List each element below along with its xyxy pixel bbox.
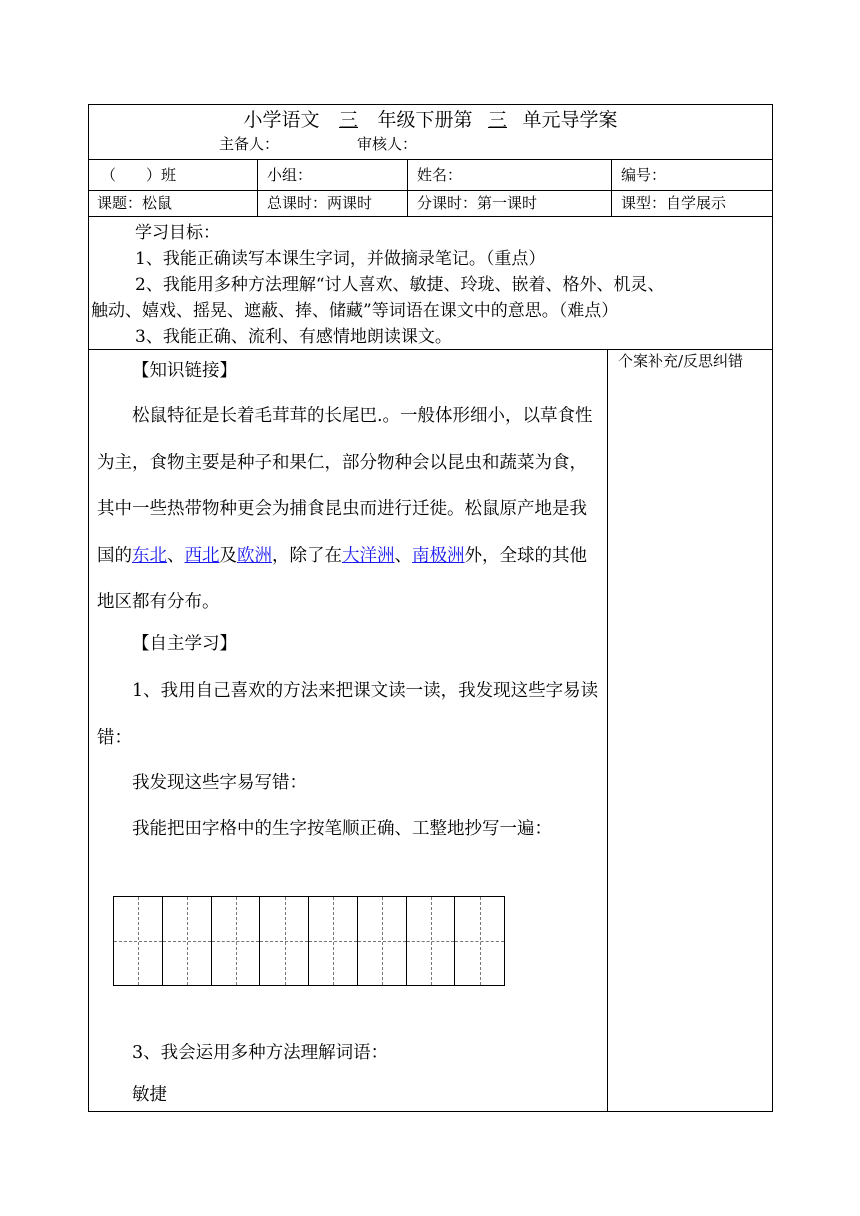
- separator: 及: [219, 545, 237, 566]
- goals-heading: 学习目标：: [135, 223, 220, 243]
- self-study-item: 3、我会运用多种方法理解词语：: [132, 1043, 389, 1063]
- knowledge-paragraph: [97, 393, 603, 626]
- self-study-item: 我发现这些字易写错：: [132, 773, 307, 793]
- knowledge-text: 松鼠特征是长着毛茸茸的长尾巴.。一般体形细小，以草食性为主，食物主要是种子和果仁，部分物种会以昆虫和蔬菜为食，其中一些热带物种更会为捕食昆虫而进行迁徙。松鼠原产地是我国的: [97, 406, 593, 566]
- tianzige-cell: [260, 897, 309, 985]
- title-unit: 三: [487, 109, 507, 131]
- preparer-reviewer: [219, 134, 417, 154]
- link-xibei[interactable]: 西北: [184, 545, 220, 566]
- tianzige-cell: [309, 897, 358, 985]
- goal-item: 3、我能正确、流利、有感情地朗读课文。: [135, 327, 452, 347]
- self-study-item: 1、我用自己喜欢的方法来把课文读一读，我发现这些字易读错：: [97, 681, 599, 748]
- link-ouzhou[interactable]: 欧洲: [237, 545, 272, 566]
- learning-goals: [89, 220, 772, 350]
- lesson-row: [89, 191, 772, 217]
- title-middle: 年级下册第: [377, 109, 473, 131]
- title-end: 单元导学案: [522, 109, 618, 131]
- reviewer-label: 审核人：: [357, 135, 418, 153]
- tianzige-cell: [407, 897, 456, 985]
- tianzige-grid: [113, 896, 505, 986]
- tianzige-cell: [163, 897, 212, 985]
- goal-item: 2、我能用多种方法理解“讨人喜欢、敏捷、玲珑、嵌着、格外、机灵、: [135, 275, 665, 295]
- name-cell: 姓名：: [417, 166, 463, 184]
- link-dongbei[interactable]: 东北: [132, 545, 167, 566]
- title-grade: 三: [338, 109, 358, 131]
- self-study-heading: 【自主学习】: [132, 634, 237, 654]
- knowledge-text: ，除了在: [272, 545, 342, 566]
- separator: 、: [394, 545, 412, 566]
- goal-item: 触动、嬉戏、摇晃、遮蔽、捧、储藏”等词语在课文中的意思。（难点）: [91, 301, 619, 321]
- side-column: [607, 350, 772, 1111]
- link-dayangzhou[interactable]: 大洋洲: [342, 545, 395, 566]
- title-subject: 小学语文: [243, 109, 320, 131]
- preparer-label: 主备人：: [219, 135, 280, 153]
- tianzige-cell: [358, 897, 407, 985]
- info-row: [89, 160, 772, 191]
- topic-cell: 课题：松鼠: [97, 194, 173, 212]
- class-cell: （ ）班: [101, 166, 177, 184]
- header-row: [89, 105, 772, 160]
- tianzige-cell: [455, 897, 504, 985]
- separator: 、: [167, 545, 185, 566]
- total-periods-cell: 总课时：两课时: [267, 194, 373, 212]
- main-column: [89, 350, 607, 1111]
- self-study-item: 我能把田字格中的生字按笔顺正确、工整地抄写一遍：: [132, 819, 552, 839]
- worksheet-table: [88, 104, 773, 1112]
- period-cell: 分课时：第一课时: [417, 194, 538, 212]
- knowledge-text: 外，全球的其他地区都有分布。: [97, 545, 587, 612]
- side-label: 个案补充/反思纠错: [618, 352, 744, 370]
- vocab-word: 敏捷: [132, 1085, 167, 1105]
- tianzige-cell: [114, 897, 163, 985]
- goals-row: [89, 217, 772, 350]
- group-cell: 小组：: [267, 166, 313, 184]
- goal-item: 1、我能正确读写本课生字词，并做摘录笔记。（重点）: [135, 249, 546, 269]
- tianzige-cell: [212, 897, 261, 985]
- type-cell: 课型：自学展示: [621, 194, 727, 212]
- knowledge-heading: 【知识链接】: [132, 361, 237, 381]
- link-nanjizhou[interactable]: 南极洲: [412, 545, 465, 566]
- number-cell: 编号：: [621, 166, 667, 184]
- worksheet-title: [89, 107, 772, 133]
- content-row: [89, 350, 772, 1111]
